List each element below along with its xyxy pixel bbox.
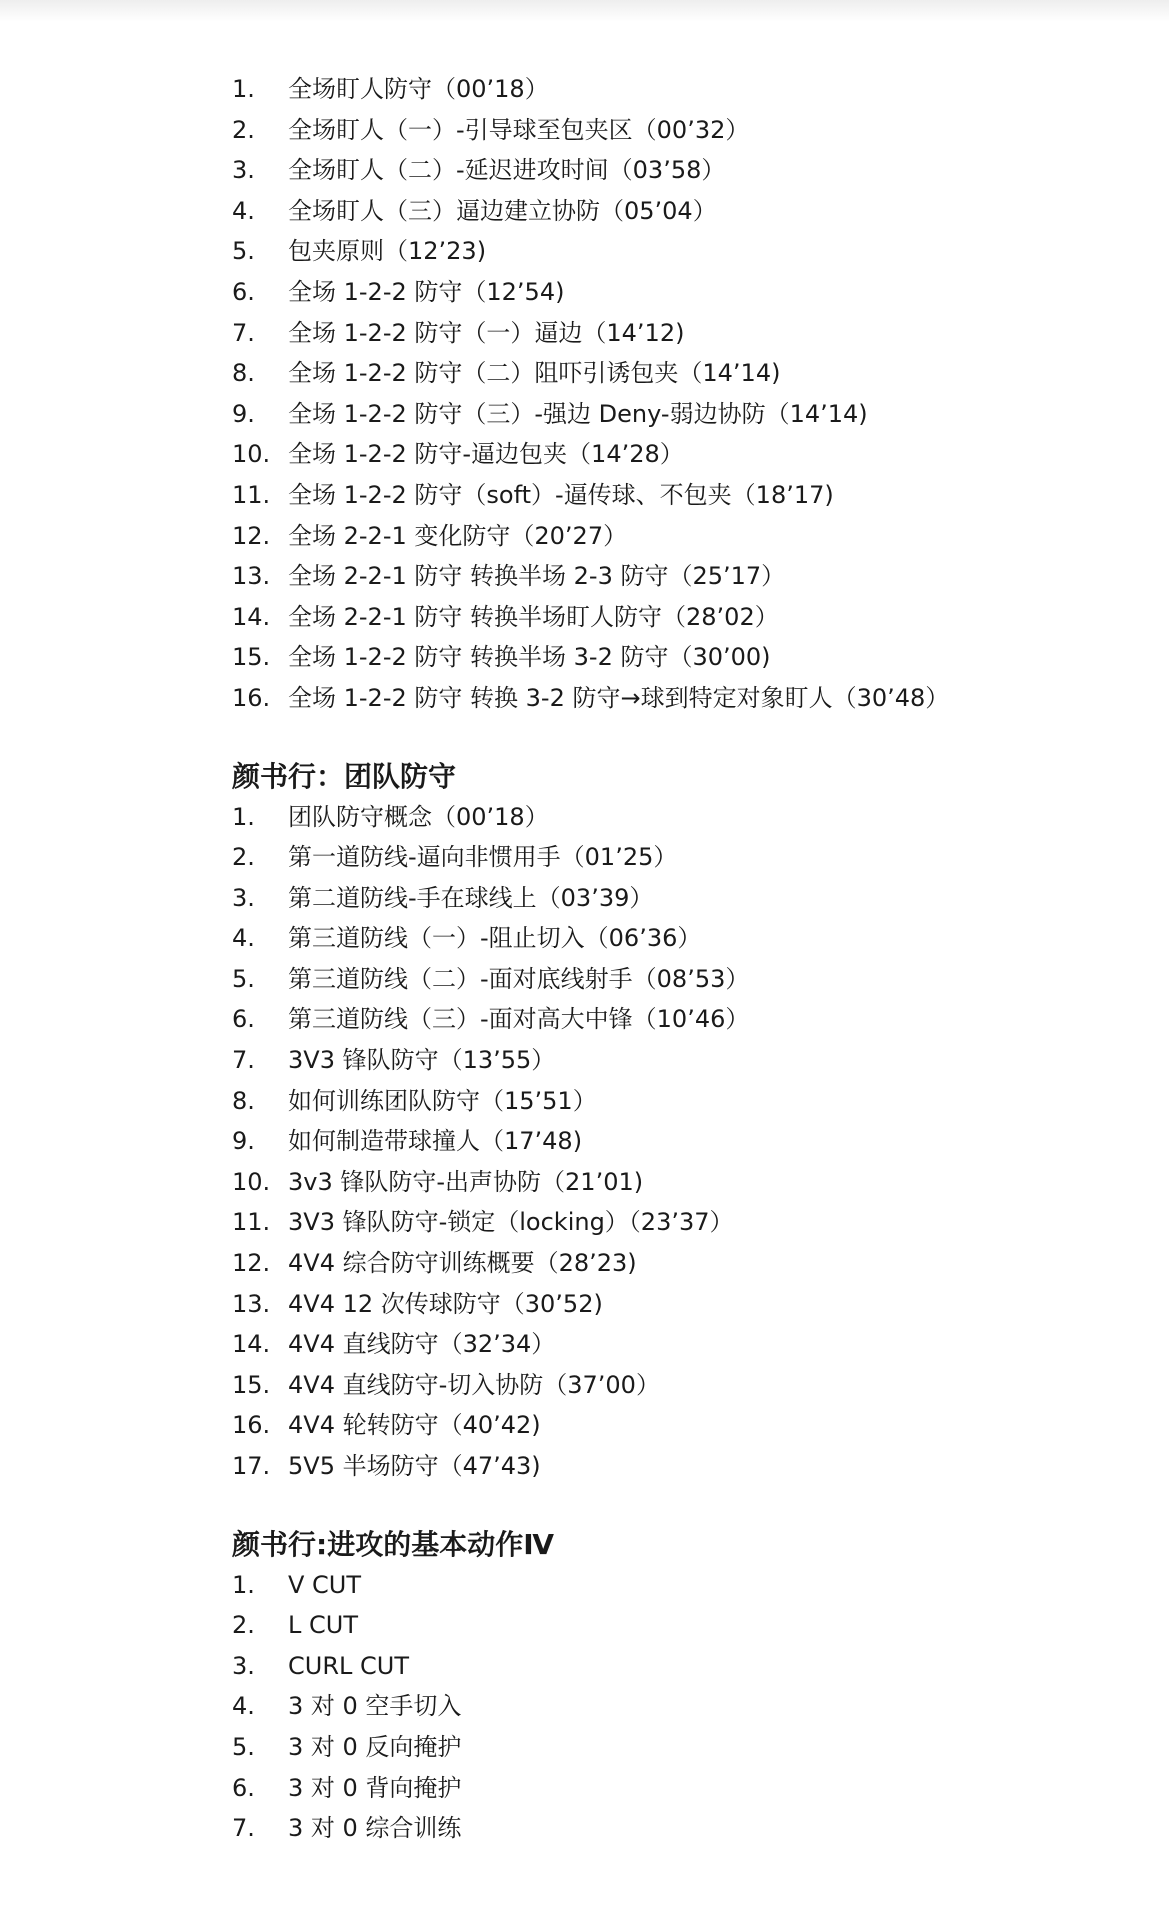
list-item (232, 150, 1132, 191)
list-item (232, 1365, 1132, 1406)
list-item-number: 1. (232, 1570, 255, 1599)
list-item-number: 7. (232, 318, 255, 347)
list-item-number: 11. (232, 480, 271, 509)
list-item (232, 475, 1132, 516)
list-item (232, 272, 1132, 313)
section-heading: 颜书行：团队防守 (232, 759, 457, 793)
list-item-number: 10. (232, 440, 271, 469)
list-item-number: 1. (232, 802, 255, 831)
list-item-text: 如何制造带球撞人（17’48) (288, 1127, 583, 1156)
list-item (232, 313, 1132, 354)
list-item-text: 4V4 综合防守训练概要（28’23) (288, 1249, 637, 1278)
list-item-text: 全场 1-2-2 防守 转换 3-2 防守→球到特定对象盯人（30’48） (288, 683, 950, 712)
list-item (232, 434, 1132, 475)
numbered-list (232, 1565, 1132, 1849)
list-item-number: 3. (232, 883, 255, 912)
list-item-text: 如何训练团队防守（15’51） (288, 1086, 597, 1115)
list-item-number: 5. (232, 1732, 255, 1761)
list-item-number: 2. (232, 843, 255, 872)
list-item-number: 6. (232, 1005, 255, 1034)
list-item (232, 516, 1132, 557)
list-item (232, 797, 1132, 838)
list-item-text: 4V4 轮转防守（40’42) (288, 1411, 541, 1440)
list-item-text: 全场 1-2-2 防守-逼边包夹（14’28） (288, 440, 684, 469)
list-item-number: 9. (232, 1127, 255, 1156)
list-item-number: 15. (232, 643, 271, 672)
list-item-text: 5V5 半场防守（47’43) (288, 1452, 541, 1480)
list-item-text: 3 对 0 背向掩护 (288, 1773, 462, 1802)
list-item (232, 1284, 1132, 1325)
list-item-text: 4V4 直线防守-切入协防（37’00） (288, 1370, 660, 1399)
list-item (232, 1727, 1132, 1768)
list-item-text: 全场 1-2-2 防守（二）阻吓引诱包夹（14’14) (288, 359, 781, 388)
list-item-number: 2. (232, 115, 255, 144)
list-item (232, 1686, 1132, 1727)
list-item-number: 13. (232, 562, 271, 591)
list-item (232, 1808, 1132, 1849)
list-item-number: 4. (232, 1692, 255, 1721)
list-item-text: 3 对 0 反向掩护 (288, 1732, 462, 1761)
list-item-number: 5. (232, 237, 255, 266)
list-item-text: 全场盯人（一）-引导球至包夹区（00’32） (288, 115, 750, 144)
list-item (232, 353, 1132, 394)
list-item-number: 3. (232, 1651, 255, 1680)
list-item-text: L CUT (288, 1611, 358, 1640)
numbered-list (232, 797, 1132, 1487)
list-item-text: 团队防守概念（00’18） (288, 802, 549, 831)
list-item (232, 1243, 1132, 1284)
list-item-number: 3. (232, 156, 255, 185)
list-item-number: 5. (232, 964, 255, 993)
list-item-number: 12. (232, 521, 271, 550)
list-item-number: 13. (232, 1289, 271, 1318)
list-item-number: 10. (232, 1167, 271, 1196)
list-item (232, 1202, 1132, 1243)
list-item-number: 16. (232, 1411, 271, 1440)
list-item-number: 14. (232, 602, 271, 631)
list-item-text: 全场 1-2-2 防守（12’54) (288, 277, 565, 306)
list-item-number: 15. (232, 1370, 271, 1399)
list-item (232, 110, 1132, 151)
list-item-number: 6. (232, 277, 255, 306)
list-item (232, 1162, 1132, 1203)
list-item-text: 全场盯人防守（00’18） (288, 75, 549, 103)
section-gap (232, 719, 1132, 757)
list-item-number: 7. (232, 1814, 255, 1843)
list-item-text: 全场 2-2-1 防守 转换半场 2-3 防守（25’17） (288, 562, 786, 591)
list-item-text: 3 对 0 空手切入 (288, 1692, 462, 1721)
list-item-text: 3V3 锋队防守（13’55） (288, 1046, 556, 1075)
list-item-text: 全场 2-2-1 防守 转换半场盯人防守（28’02） (288, 602, 779, 631)
section-heading: 颜书行:进攻的基本动作Ⅳ (232, 1527, 554, 1561)
page-top-edge (0, 0, 1169, 22)
list-item (232, 878, 1132, 919)
list-item-number: 12. (232, 1249, 271, 1278)
list-item-text: 全场 1-2-2 防守（一）逼边（14’12) (288, 318, 685, 347)
list-item-text: 包夹原则（12’23) (288, 237, 487, 266)
list-item-text: 3v3 锋队防守-出声协防（21’01) (288, 1167, 644, 1196)
list-item (232, 1121, 1132, 1162)
list-item-number: 8. (232, 359, 255, 388)
list-item-text: 第三道防线（二）-面对底线射手（08’53） (288, 964, 750, 993)
document-content (232, 69, 1132, 1849)
list-item (232, 999, 1132, 1040)
list-item-text: 全场 2-2-1 变化防守（20’27） (288, 521, 628, 550)
list-item-text: V CUT (288, 1570, 362, 1599)
list-item-number: 16. (232, 683, 271, 712)
list-item (232, 597, 1132, 638)
list-item (232, 1565, 1132, 1606)
list-item-number: 8. (232, 1086, 255, 1115)
list-item-number: 6. (232, 1773, 255, 1802)
list-item-text: 3V3 锋队防守-锁定（locking）（23’37） (288, 1208, 734, 1237)
list-item-number: 7. (232, 1046, 255, 1075)
list-item-text: 3 对 0 综合训练 (288, 1814, 462, 1843)
list-item (232, 1405, 1132, 1446)
list-item (232, 1768, 1132, 1809)
list-item-number: 9. (232, 399, 255, 428)
list-item-number: 1. (232, 75, 255, 103)
list-item-text: 全场 1-2-2 防守（三）-强边 Deny-弱边协防（14’14) (288, 399, 868, 428)
list-item (232, 1040, 1132, 1081)
list-item (232, 837, 1132, 878)
list-item (232, 191, 1132, 232)
list-item-text: 第一道防线-逼向非惯用手（01’25） (288, 843, 678, 872)
list-item-number: 11. (232, 1208, 271, 1237)
list-item-number: 4. (232, 924, 255, 953)
list-item-text: 全场 1-2-2 防守（soft）-逼传球、不包夹（18’17) (288, 480, 834, 509)
list-item (232, 1081, 1132, 1122)
list-item-text: 4V4 12 次传球防守（30’52) (288, 1289, 603, 1318)
list-item (232, 959, 1132, 1000)
list-item (232, 678, 1132, 719)
list-item-text: 第二道防线-手在球线上（03’39） (288, 883, 654, 912)
list-item (232, 556, 1132, 597)
list-item (232, 231, 1132, 272)
list-item (232, 1446, 1132, 1487)
list-item-text: 全场 1-2-2 防守 转换半场 3-2 防守（30’00) (288, 643, 771, 672)
numbered-list (232, 69, 1132, 719)
list-item-text: 全场盯人（二）-延迟进攻时间（03’58） (288, 156, 726, 185)
list-item (232, 637, 1132, 678)
list-item-text: 第三道防线（一）-阻止切入（06’36） (288, 924, 702, 953)
list-item (232, 1324, 1132, 1365)
list-item-number: 4. (232, 196, 255, 225)
list-item (232, 69, 1132, 110)
list-item-number: 2. (232, 1611, 255, 1640)
list-item-text: 第三道防线（三）-面对高大中锋（10’46） (288, 1005, 750, 1034)
section-gap (232, 1487, 1132, 1525)
list-item (232, 1646, 1132, 1687)
list-item-text: 4V4 直线防守（32’34） (288, 1330, 556, 1359)
list-item (232, 1605, 1132, 1646)
list-item-text: 全场盯人（三）逼边建立协防（05’04） (288, 196, 717, 225)
list-item (232, 394, 1132, 435)
list-item-number: 17. (232, 1452, 271, 1480)
list-item-text: CURL CUT (288, 1651, 409, 1680)
list-item (232, 918, 1132, 959)
list-item-number: 14. (232, 1330, 271, 1359)
